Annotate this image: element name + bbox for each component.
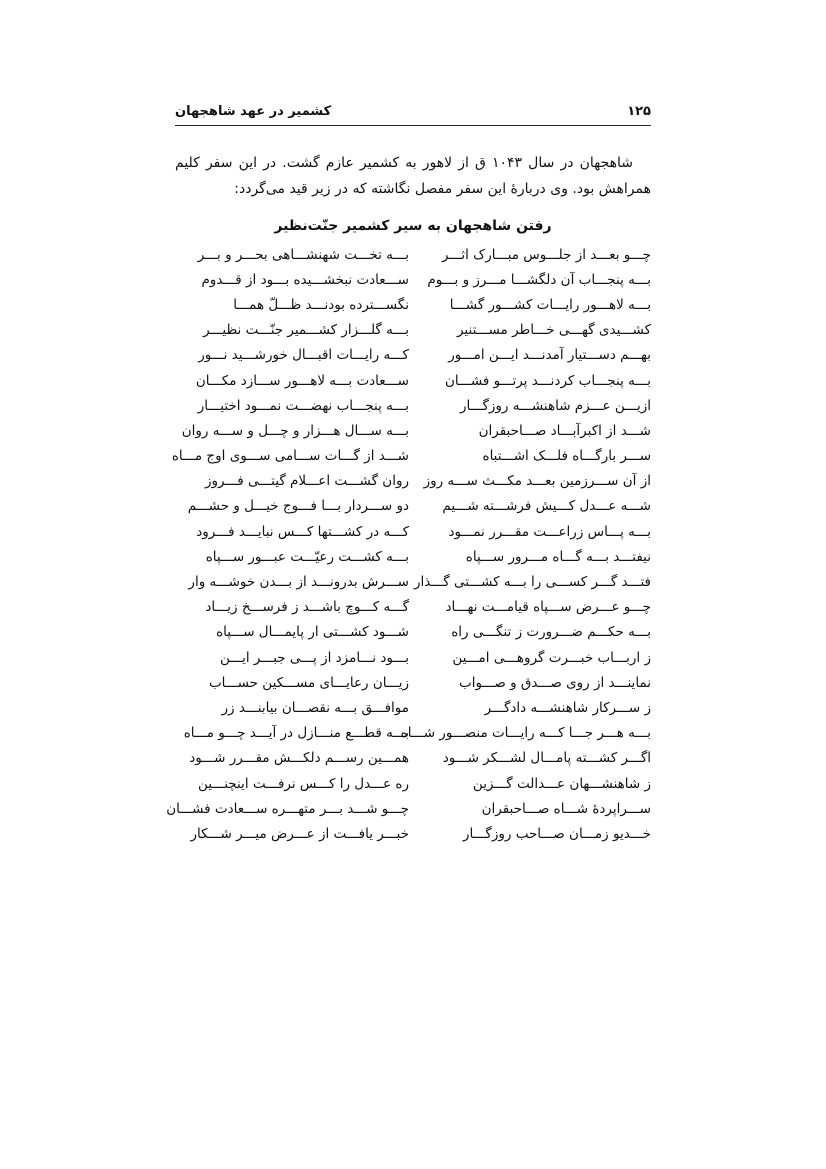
couplet: [195, 242, 651, 267]
second-hemistich: بـــه پنجـــاب نهضـــت نمـــود اختیـــار: [197, 397, 409, 414]
second-hemistich: دو ســـردار بـــا فـــوج خیـــل و حشـــم: [187, 498, 409, 515]
first-hemistich: ســـراپردهٔ شـــاه صـــاحبقران: [481, 800, 651, 817]
first-hemistich: بهـــم دســـتیار آمدنـــد ایـــن امـــور: [448, 347, 651, 364]
first-hemistich: ز اربـــاب خبـــرت گروهـــی امـــین: [452, 649, 651, 666]
poem-title: رفتن شاهجهان به سیر کشمیر جنّت‌نظیر: [274, 218, 552, 234]
second-hemistich: ســـعادت نبخشـــیده بـــود از قـــدوم: [201, 271, 409, 288]
first-hemistich: شـــد از اکبرآبـــاد صـــاحبقران: [478, 422, 651, 439]
couplet: [195, 393, 651, 418]
second-hemistich: موافـــق بـــه نقصـــان بیابنـــد زر: [221, 699, 409, 716]
couplet: [181, 418, 651, 443]
first-hemistich: ز شاهنشـــهان عـــدالت گـــزین: [472, 775, 651, 792]
couplet: [189, 746, 651, 771]
second-hemistich: کـــه در کشـــتها کـــس نبایـــد فـــرود: [196, 523, 409, 540]
second-hemistich: چـــو شـــد بـــر متهـــره ســـعادت فشـــان: [166, 800, 409, 817]
second-hemistich: بـــه ســـال هـــزار و چـــل و ســـه روان: [181, 422, 409, 439]
first-hemistich: خـــدیو زمـــان صـــاحب روزگـــار: [462, 825, 651, 842]
first-hemistich: بـــه لاهـــور رایـــات کشـــور گشـــا: [449, 296, 651, 313]
second-hemistich: بـــه کشـــت رعیّـــت عبـــور ســـپاه: [205, 548, 409, 565]
second-hemistich: کـــه رایـــات اقبـــال خورشـــید نـــور: [198, 347, 409, 364]
first-hemistich: چـــو بعـــد از جلـــوس مبـــارک اثـــر: [442, 246, 651, 263]
second-hemistich: همـــین رســـم دلکـــش مقـــرر شـــود: [189, 750, 409, 767]
first-hemistich: کشـــیدی گهـــی خـــاطر مســـتنیر: [456, 322, 651, 339]
couplet: [183, 721, 651, 746]
couplet: [195, 670, 651, 695]
second-hemistich: ســـرش بدرونـــد از بـــدن خوشـــه وار: [188, 574, 409, 591]
couplet: [195, 620, 651, 645]
couplet: [171, 444, 651, 469]
first-hemistich: اگـــر کشـــته پامـــال لشـــکر شـــود: [442, 750, 651, 767]
couplet: [195, 771, 651, 796]
couplet: [195, 292, 651, 317]
second-hemistich: شـــود کشـــتی ار پایمـــال ســـپاه: [216, 624, 409, 641]
page-number: ۱۲۵: [627, 103, 651, 119]
first-hemistich: نماینـــد از روی صـــدق و صـــواب: [459, 674, 651, 691]
second-hemistich: شـــد از گـــات ســـامی ســـوی اوج مـــاه: [171, 448, 409, 465]
first-hemistich: بـــه پنجـــاب آن دلگشـــا مـــرز و بـــوم: [427, 271, 651, 288]
couplet: [195, 645, 651, 670]
first-hemistich: شـــه عـــدل کـــیش فرشـــته شـــیم: [442, 498, 651, 515]
page-header: [175, 100, 651, 122]
second-hemistich: بـــود نـــامزد از پـــی جبـــر ایـــن: [219, 649, 409, 666]
couplet: [190, 821, 651, 846]
intro-paragraph: شاهجهان در سال ۱۰۴۳ ق از لاهور به کشمیر عازم گشت. در این سفر کلیم همراهش بود. وی دربارهٔ این سفر مفصل نگاشته که در زیر قید می‌گردد:: [175, 155, 651, 197]
first-hemistich: ز ســـرکار شاهنشـــه دادگـــر: [484, 699, 651, 716]
couplet: [195, 595, 651, 620]
couplet: [195, 318, 651, 343]
couplet: [166, 796, 651, 821]
couplet: [188, 569, 651, 594]
first-hemistich: از آن ســـرزمین بعـــد مکـــث ســـه روز: [423, 473, 651, 490]
second-hemistich: خبـــر یافـــت از عـــرض میـــر شـــکار: [190, 825, 409, 842]
second-hemistich: گـــه کـــوچ باشـــد ز فرســـخ زیـــاد: [205, 599, 409, 616]
first-hemistich: بـــه پنجـــاب کردنـــد پرتـــو فشـــان: [444, 372, 651, 389]
couplet: [195, 544, 651, 569]
couplet: [195, 695, 651, 720]
first-hemistich: فتـــد گـــر کســـی را بـــه کشـــتی گـــذار: [414, 574, 651, 591]
running-title: کشمیر در عهد شاهجهان: [175, 103, 332, 119]
second-hemistich: بـــه گلـــزار کشـــمیر جنّـــت نظیـــر: [203, 322, 409, 339]
couplet: [195, 368, 651, 393]
couplet: [195, 519, 651, 544]
poem-body: [166, 242, 651, 847]
couplet: [195, 343, 651, 368]
first-hemistich: ســـر بارگـــاه فلـــک اشـــتباه: [482, 448, 651, 465]
couplet: [195, 267, 651, 292]
couplet: [195, 469, 651, 494]
first-hemistich: بـــه هـــر جـــا کـــه رایـــات منصـــور شـــاه: [400, 725, 651, 742]
first-hemistich: بـــه حکـــم ضـــرورت ز تنگـــی راه: [451, 624, 651, 641]
first-hemistich: چـــو عـــرض ســـپاه قیامـــت نهـــاد: [445, 599, 651, 616]
header-rule: [175, 125, 651, 126]
second-hemistich: ره عـــدل را کـــس نرفـــت اینچنـــین: [197, 775, 409, 792]
first-hemistich: نیفتـــد بـــه گـــاه مـــرور ســـپاه: [465, 548, 651, 565]
first-hemistich: ازیـــن عـــزم شاهنشـــه روزگـــار: [459, 397, 651, 414]
first-hemistich: بـــه پـــاس زراعـــت مقـــرر نمـــود: [448, 523, 651, 540]
second-hemistich: زیـــان رعایـــای مســـکین حســـاب: [208, 674, 409, 691]
second-hemistich: روان گشـــت اعـــلام گیتـــی فـــروز: [204, 473, 409, 490]
second-hemistich: بـــه قطـــع منـــازل در آیـــد چـــو مـــاه: [183, 725, 409, 742]
couplet: [187, 494, 651, 519]
second-hemistich: ســـعادت بـــه لاهـــور ســـازد مکـــان: [195, 372, 409, 389]
second-hemistich: نگســـترده بودنـــد ظـــلّ همـــا: [233, 296, 409, 313]
second-hemistich: بـــه تخـــت شهنشـــاهی بحـــر و بـــر: [197, 246, 409, 263]
